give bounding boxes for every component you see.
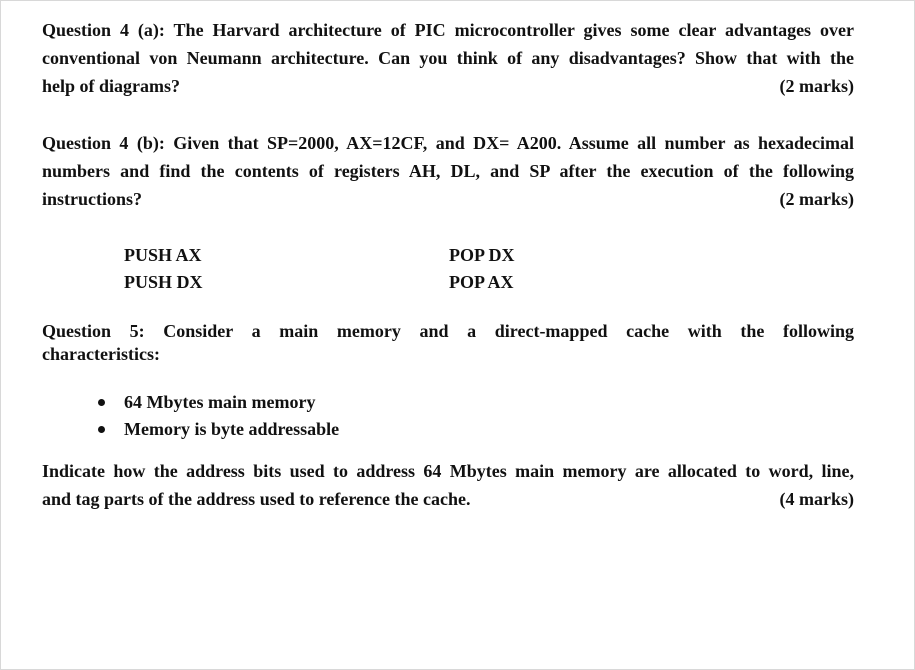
list-item (96, 416, 339, 443)
question-4b-line-1: Question 4 (b): Given that SP=2000, AX=12CF, and DX= A200. Assume all number as hexadecimal (42, 133, 854, 153)
question-5-line-1: Question 5: Consider a main memory and a direct-mapped cache with the following (42, 321, 854, 341)
bullet-icon (98, 399, 105, 406)
instructions-right-column (449, 242, 515, 296)
question-5 (42, 320, 854, 366)
question-5-bullet-list (96, 389, 339, 443)
question-5-task-last-row (42, 485, 854, 513)
instruction-push-ax: PUSH AX (124, 245, 202, 265)
question-4a-line-3: help of diagrams? (42, 76, 181, 96)
instruction-push-dx: PUSH DX (124, 272, 203, 292)
question-4b (42, 129, 854, 213)
bullet-text-memory-size: 64 Mbytes main memory (124, 392, 316, 412)
list-item (96, 389, 339, 416)
question-4b-line-3: instructions? (42, 189, 143, 209)
question-5-task-line-2: and tag parts of the address used to reference the cache. (42, 489, 471, 509)
instruction-pop-ax: POP AX (449, 272, 514, 292)
question-4a-line-2: conventional von Neumann architecture. Can you think of any disadvantages? Show that with the (42, 48, 854, 68)
instructions-left-column (124, 242, 203, 296)
question-5-line-2: characteristics: (42, 344, 160, 364)
question-5-marks: (4 marks) (779, 489, 854, 509)
bullet-text-byte-addressable: Memory is byte addressable (124, 419, 340, 439)
question-5-task-line-1: Indicate how the address bits used to address 64 Mbytes main memory are allocated to word, line, (42, 461, 854, 481)
question-4a-marks: (2 marks) (779, 76, 854, 96)
question-5-task (42, 457, 854, 513)
bullet-icon (98, 426, 105, 433)
instruction-pop-dx: POP DX (449, 245, 515, 265)
question-4a (42, 16, 854, 100)
question-4b-marks: (2 marks) (779, 189, 854, 209)
question-4a-line-1: Question 4 (a): The Harvard architecture of PIC microcontroller gives some clear advantages over (42, 20, 854, 40)
question-4b-last-row (42, 185, 854, 213)
question-4a-last-row (42, 72, 854, 100)
question-4b-line-2: numbers and find the contents of registers AH, DL, and SP after the execution of the following (42, 161, 854, 181)
